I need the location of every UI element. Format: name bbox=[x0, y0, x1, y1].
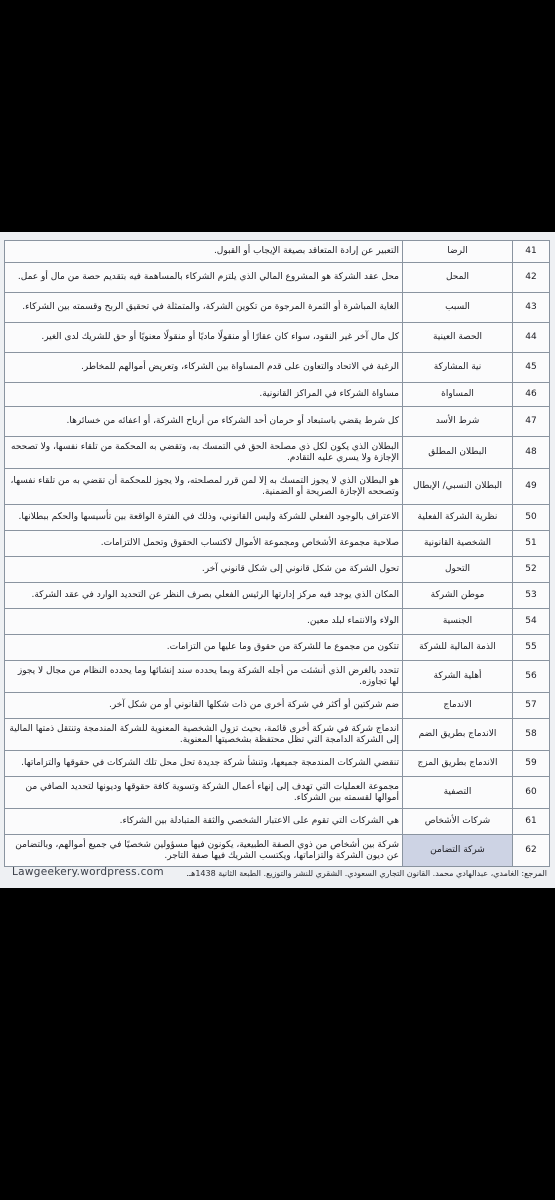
table-row bbox=[5, 505, 550, 531]
row-number: 51 bbox=[513, 531, 550, 557]
row-number: 43 bbox=[513, 293, 550, 323]
row-number: 50 bbox=[513, 505, 550, 531]
table-row bbox=[5, 751, 550, 777]
row-number: 41 bbox=[513, 241, 550, 263]
table-row bbox=[5, 407, 550, 437]
table-row bbox=[5, 263, 550, 293]
table-row bbox=[5, 557, 550, 583]
term-cell: شركات الأشخاص bbox=[403, 809, 513, 835]
table-row bbox=[5, 719, 550, 751]
term-cell: المحل bbox=[403, 263, 513, 293]
row-number: 44 bbox=[513, 323, 550, 353]
table-row bbox=[5, 661, 550, 693]
row-number: 42 bbox=[513, 263, 550, 293]
definition-cell: محل عقد الشركة هو المشروع المالي الذي يلتزم الشركاء بالمساهمة فيه بتقديم حصة من مال أو عمل. bbox=[5, 263, 403, 293]
term-cell: الرضا bbox=[403, 241, 513, 263]
term-cell: الحصة العينية bbox=[403, 323, 513, 353]
row-number: 55 bbox=[513, 635, 550, 661]
term-cell: نية المشاركة bbox=[403, 353, 513, 383]
term-cell: أهلية الشركة bbox=[403, 661, 513, 693]
row-number: 49 bbox=[513, 469, 550, 505]
definition-cell: شركة بين أشخاص من ذوي الصفة الطبيعية، يكونون فيها مسؤولين شخصيًا في جميع أموالهم، وبالتضامن عن ديون الشركة والتزاماتها، ويكتسب الشريك فيها صفة التاجر. bbox=[5, 835, 403, 867]
table-row bbox=[5, 469, 550, 505]
definition-cell: مساواة الشركاء في المراكز القانونية. bbox=[5, 383, 403, 407]
term-cell: المساواة bbox=[403, 383, 513, 407]
row-number: 58 bbox=[513, 719, 550, 751]
table-row bbox=[5, 809, 550, 835]
row-number: 47 bbox=[513, 407, 550, 437]
row-number: 46 bbox=[513, 383, 550, 407]
row-number: 52 bbox=[513, 557, 550, 583]
table-row bbox=[5, 383, 550, 407]
term-cell: السبب bbox=[403, 293, 513, 323]
table-row bbox=[5, 241, 550, 263]
definition-cell: ضم شركتين أو أكثر في شركة أخرى من ذات شكلها القانوني أو من شكل آخر. bbox=[5, 693, 403, 719]
term-cell: الشخصية القانونية bbox=[403, 531, 513, 557]
definition-cell: تحول الشركة من شكل قانوني إلى شكل قانوني آخر. bbox=[5, 557, 403, 583]
website-credit: Lawgeekery.wordpress.com bbox=[12, 866, 164, 878]
table-row bbox=[5, 693, 550, 719]
definition-cell: اندماج شركة في شركة أخرى قائمة، بحيث تزول الشخصية المعنوية للشركة المندمجة وتنتقل ذمتها المالية إلى الشركة الدامجة التي تظل محتفظة بشخصيتها المعنوية. bbox=[5, 719, 403, 751]
row-number: 57 bbox=[513, 693, 550, 719]
term-cell: نظرية الشركة الفعلية bbox=[403, 505, 513, 531]
definition-cell: كل مال آخر غير النقود، سواء كان عقارًا أو منقولًا ماديًا أو منقولًا معنويًا أو حق للشريك لدى الغير. bbox=[5, 323, 403, 353]
definition-cell: هو البطلان الذي لا يجوز التمسك به إلا لمن قرر لمصلحته، ولا يجوز للمحكمة أن تقضي به من تلقاء نفسها، وتصححه الإجازة الصريحة أو الضمنية. bbox=[5, 469, 403, 505]
term-cell: شركة التضامن bbox=[403, 835, 513, 867]
row-number: 60 bbox=[513, 777, 550, 809]
term-cell: التحول bbox=[403, 557, 513, 583]
definition-cell: كل شرط يقضي باستبعاد أو حرمان أحد الشركاء من أرباح الشركة، أو اعفائه من خسائرها. bbox=[5, 407, 403, 437]
row-number: 45 bbox=[513, 353, 550, 383]
definition-cell: الغاية المباشرة أو الثمرة المرجوة من تكوين الشركة، والمتمثلة في تحقيق الربح وقسمته بين الشركاء. bbox=[5, 293, 403, 323]
table-row bbox=[5, 531, 550, 557]
definition-cell: الولاء والانتماء لبلد معين. bbox=[5, 609, 403, 635]
definition-cell: الرغبة في الاتحاد والتعاون على قدم المساواة بين الشركاء، وتعريض أموالهم للمخاطر. bbox=[5, 353, 403, 383]
term-cell: الجنسية bbox=[403, 609, 513, 635]
table-row bbox=[5, 323, 550, 353]
table-row bbox=[5, 609, 550, 635]
term-cell: البطلان المطلق bbox=[403, 437, 513, 469]
row-number: 53 bbox=[513, 583, 550, 609]
term-cell: الذمة المالية للشركة bbox=[403, 635, 513, 661]
terms-table bbox=[4, 240, 550, 867]
term-cell: البطلان النسبي/ الإبطال bbox=[403, 469, 513, 505]
term-cell: الاندماج bbox=[403, 693, 513, 719]
table-row bbox=[5, 293, 550, 323]
table-row bbox=[5, 583, 550, 609]
definition-cell: صلاحية مجموعة الأشخاص ومجموعة الأموال لاكتساب الحقوق وتحمل الالتزامات. bbox=[5, 531, 403, 557]
definition-cell: المكان الذي يوجد فيه مركز إدارتها الرئيس الفعلي بصرف النظر عن التحديد الوارد في عقد الشركة. bbox=[5, 583, 403, 609]
term-cell: موطن الشركة bbox=[403, 583, 513, 609]
term-cell: الاندماج بطريق المزج bbox=[403, 751, 513, 777]
definition-cell: الاعتراف بالوجود الفعلي للشركة وليس القانوني، وذلك في الفترة الواقعة بين تأسيسها والحكم ببطلانها. bbox=[5, 505, 403, 531]
definition-cell: البطلان الذي يكون لكل ذي مصلحة الحق في التمسك به، وتقضي به المحكمة من تلقاء نفسها، ولا تصححه الإجازة ولا يسري عليه التقادم. bbox=[5, 437, 403, 469]
table-row bbox=[5, 437, 550, 469]
definition-cell: هي الشركات التي تقوم على الاعتبار الشخصي والثقة المتبادلة بين الشركاء. bbox=[5, 809, 403, 835]
table-row bbox=[5, 353, 550, 383]
document-footer bbox=[0, 855, 555, 887]
definition-cell: تنقضي الشركات المندمجة جميعها، وتنشأ شركة جديدة تحل محل تلك الشركات في حقوقها والتزاماتها. bbox=[5, 751, 403, 777]
row-number: 61 bbox=[513, 809, 550, 835]
table-row bbox=[5, 635, 550, 661]
definition-cell: تتكون من مجموع ما للشركة من حقوق وما عليها من التزامات. bbox=[5, 635, 403, 661]
row-number: 48 bbox=[513, 437, 550, 469]
row-number: 62 bbox=[513, 835, 550, 867]
document-sheet bbox=[0, 232, 555, 888]
row-number: 59 bbox=[513, 751, 550, 777]
row-number: 56 bbox=[513, 661, 550, 693]
table-row bbox=[5, 777, 550, 809]
definition-cell: تتحدد بالغرض الذي أنشئت من أجله الشركة وبما يحدده سند إنشائها وما يحدده النظام من مجال لا يجوز لها تجاوزه. bbox=[5, 661, 403, 693]
reference-note: المرجع: الغامدي، عبدالهادي محمد. القانون التجاري السعودي. الشقري للنشر والتوزيع. الطبعة الثانية 1438هـ. bbox=[186, 869, 547, 878]
term-cell: شرط الأسد bbox=[403, 407, 513, 437]
definition-cell: التعبير عن إرادة المتعاقد بصيغة الإيجاب أو القبول. bbox=[5, 241, 403, 263]
term-cell: التصفية bbox=[403, 777, 513, 809]
row-number: 54 bbox=[513, 609, 550, 635]
term-cell: الاندماج بطريق الضم bbox=[403, 719, 513, 751]
definition-cell: مجموعة العمليات التي تهدف إلى إنهاء أعمال الشركة وتسوية كافة حقوقها وديونها لتحديد الصافي من أموالها لقسمته بين الشركاء. bbox=[5, 777, 403, 809]
